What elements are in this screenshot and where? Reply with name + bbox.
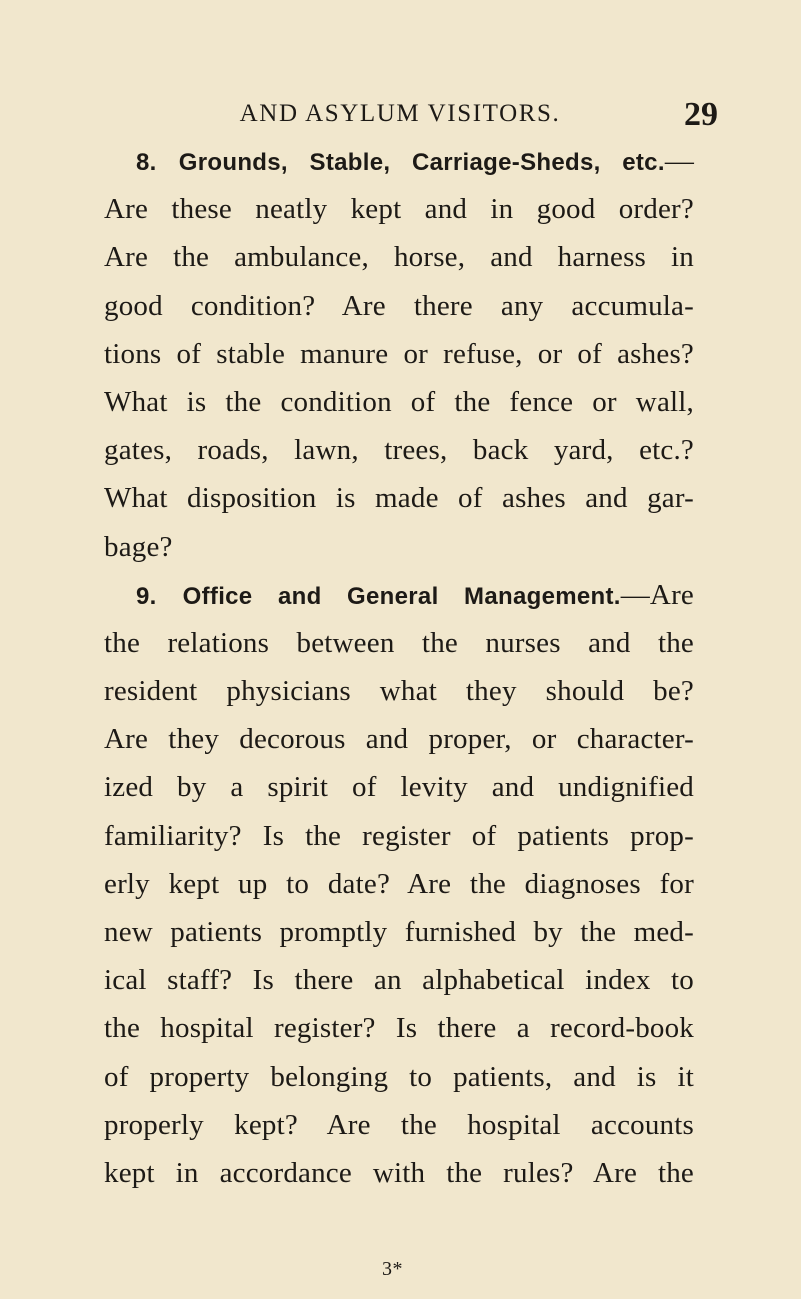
paragraph-8-line: What disposition is made of ashes and gar- <box>104 482 694 515</box>
body-text <box>104 137 694 1197</box>
paragraph-9-lead: —Are <box>620 578 695 611</box>
paragraph-8-heading: Grounds, Stable, Carriage-Sheds, etc. <box>178 149 665 176</box>
paragraph-8-line: good condition? Are there any accumula- <box>104 289 694 322</box>
paragraph-9-number: 9. <box>136 582 157 610</box>
paragraph-8-heading-line <box>104 137 694 185</box>
paragraph-8-line: Are these neatly kept and in good order? <box>104 193 694 226</box>
paragraph-9-heading: Office and General Management. <box>182 582 621 610</box>
paragraph-9-line: properly kept? Are the hospital accounts <box>104 1108 694 1141</box>
paragraph-9-line: Are they decorous and proper, or character- <box>104 723 694 756</box>
paragraph-9-line: the relations between the nurses and the <box>104 626 694 659</box>
paragraph-8-line: tions of stable manure or refuse, or of ashes? <box>104 337 694 370</box>
paragraph-8-line: bage? <box>104 530 173 563</box>
running-head: AND ASYLUM VISITORS. <box>239 100 561 127</box>
paragraph-9-heading-line <box>104 571 694 619</box>
page-number: 29 <box>684 96 718 133</box>
paragraph-9-line: erly kept up to date? Are the diagnoses for <box>104 867 694 900</box>
paragraph-9-line: ical staff? Is there an alphabetical index to <box>104 964 694 997</box>
paragraph-9-line: resident physicians what they should be? <box>104 675 694 708</box>
paragraph-8-line: What is the condition of the fence or wall, <box>104 385 694 418</box>
paragraph-9-line: familiarity? Is the register of patients prop- <box>104 819 694 852</box>
paragraph-8-dash: — <box>664 145 695 177</box>
paragraph-9-line: of property belonging to patients, and is it <box>104 1060 694 1093</box>
paragraph-9-line: ized by a spirit of levity and undignified <box>104 771 694 804</box>
paragraph-9-line: the hospital register? Is there a record-book <box>104 1012 694 1045</box>
signature-mark: 3* <box>382 1258 403 1280</box>
paragraph-8-number: 8. <box>136 149 157 176</box>
paragraph-9-line: new patients promptly furnished by the med- <box>104 916 694 948</box>
paragraph-8-line: Are the ambulance, horse, and harness in <box>104 241 694 274</box>
paragraph-9-line: kept in accordance with the rules? Are the <box>104 1156 694 1189</box>
paragraph-8-line: gates, roads, lawn, trees, back yard, etc.? <box>104 434 694 467</box>
